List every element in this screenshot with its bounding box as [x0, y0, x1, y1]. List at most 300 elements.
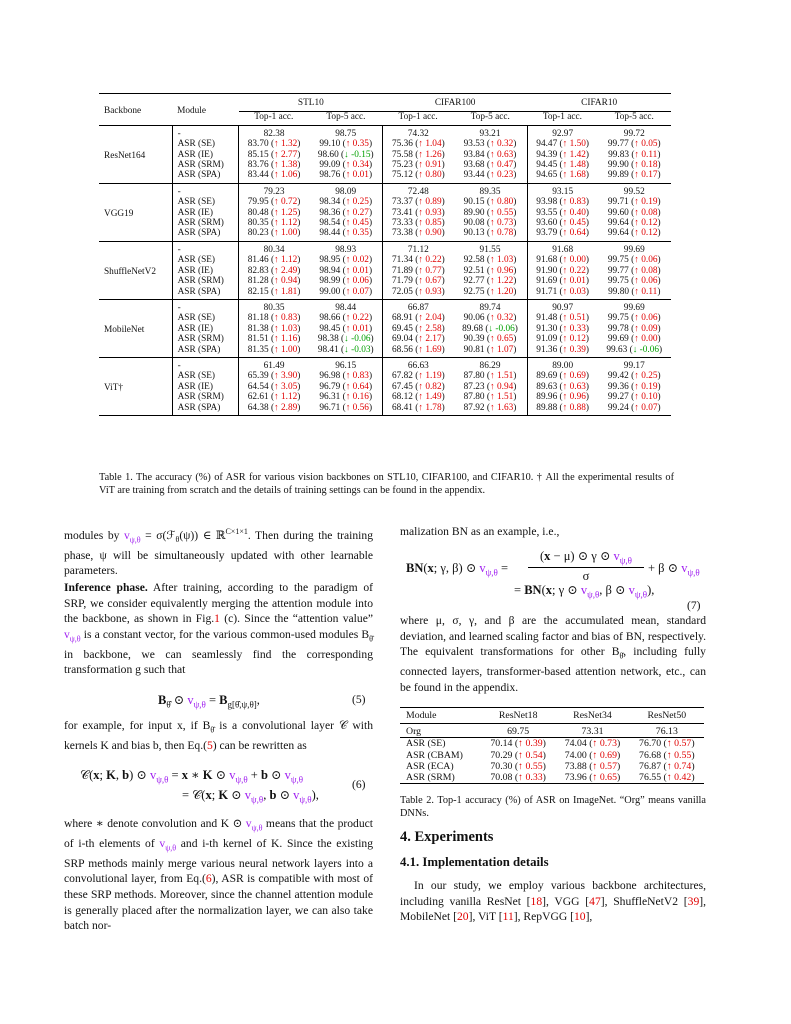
table-cell: 87.23 (↑ 0.94)	[463, 381, 517, 392]
table-row	[99, 324, 671, 334]
increase-delta: ↑ 0.55	[518, 760, 543, 772]
fig-ref[interactable]: 1	[214, 612, 220, 626]
table-row	[99, 334, 671, 344]
table-cell: 98.41 (↓ -0.03)	[317, 344, 374, 355]
increase-delta: ↑ 0.85	[418, 218, 442, 229]
table-cell: 73.38 (↑ 0.90)	[383, 228, 453, 241]
table-cell: 73.96 (↑ 0.65)	[564, 772, 621, 784]
increase-delta: ↑ 0.73	[592, 738, 617, 750]
module-name: -	[172, 125, 239, 139]
module-name: -	[172, 357, 239, 371]
table-1-caption: Table 1. The accuracy (%) of ASR for various vision backbones on STL10, CIFAR100, and CIFAR10. † All the experimental results of ViT are training from scratch and the details of training settings can be found in the appendix.	[99, 472, 674, 496]
table-2-caption: Table 2. Top-1 accuracy (%) of ASR on ImageNet. “Org” means vanilla DNNs.	[400, 795, 706, 819]
module-name: ASR (SE)	[406, 738, 446, 750]
increase-delta: ↑ 0.01	[345, 265, 369, 276]
paragraph: malization BN as an example, i.e.,	[400, 525, 560, 538]
table-cell: 65.39 (↑ 3.90)	[239, 371, 309, 381]
increase-delta: ↑ 0.07	[634, 402, 658, 413]
table-cell: 93.44 (↑ 0.23)	[463, 170, 517, 181]
increase-delta: ↑ 2.17	[418, 334, 442, 345]
increase-delta: ↑ 0.19	[634, 381, 658, 392]
increase-delta: ↑ 0.45	[345, 218, 369, 229]
backbone-group	[99, 299, 671, 357]
increase-delta: ↑ 0.07	[345, 286, 369, 297]
increase-delta: ↑ 0.63	[490, 149, 514, 160]
increase-delta: ↑ 0.01	[345, 170, 369, 181]
table-cell: 99.69 (↑ 0.00)	[607, 334, 661, 345]
eq-ref[interactable]: 6	[205, 872, 212, 886]
increase-delta: ↑ 1.51	[490, 371, 514, 382]
table-cell: 91.48 (↑ 0.51)	[527, 313, 597, 323]
increase-delta: ↑ 0.72	[274, 197, 298, 208]
table-row	[99, 197, 671, 207]
increase-delta: ↑ 1.03	[274, 323, 298, 334]
col-dataset: STL10	[297, 98, 324, 108]
module-name: ASR (SPA)	[172, 345, 239, 358]
paragraph: where ∗ denote convolution and K ⊙ $v_{\psi,\theta}$ means that the product of i-th elements of $v_{\psi,\theta}$ and i-th kernel of K. Since the existing SRP methods mainly merge various neural network layers into a convolutional layer, from Eq.(6), ASR is compatible with most of these SRP methods. Moreover, since the channel attention module is generally placed after the normalization layer, we can also take batch nor-	[64, 817, 374, 933]
table-cell: 70.29 (↑ 0.54)	[490, 749, 546, 761]
table-cell: 93.79 (↑ 0.64)	[527, 228, 597, 241]
table-cell: 93.60 (↑ 0.45)	[527, 218, 597, 228]
table-cell: 98.38 (↓ -0.06)	[317, 334, 374, 345]
table-row	[99, 139, 671, 149]
increase-delta: ↑ 0.22	[345, 313, 369, 324]
table-cell: 91.68 (↑ 0.00)	[527, 255, 597, 265]
table-cell: 99.75 (↑ 0.06)	[607, 276, 661, 287]
increase-delta: ↑ 0.40	[562, 207, 586, 218]
table-cell: 83.70 (↑ 1.32)	[239, 139, 309, 149]
increase-delta: ↑ 0.35	[345, 139, 369, 150]
module-name: -	[172, 299, 239, 313]
citation[interactable]: 10	[573, 910, 586, 924]
table-row	[400, 724, 704, 738]
table-cell: 62.61 (↑ 1.12)	[239, 392, 309, 402]
table-cell: 81.28 (↑ 0.94)	[239, 276, 309, 286]
module-name: ASR (IE)	[172, 324, 239, 334]
table-cell: 99.83 (↑ 0.11)	[608, 149, 661, 160]
equation-number: (7)	[687, 599, 701, 612]
increase-delta: ↑ 3.90	[274, 371, 298, 382]
table-cell: 99.36 (↑ 0.19)	[607, 381, 661, 392]
increase-delta: ↑ 0.12	[634, 228, 658, 239]
table-cell: 74.00 (↑ 0.69)	[564, 749, 621, 761]
increase-delta: ↑ 2.89	[274, 402, 298, 413]
increase-delta: ↑ 0.78	[490, 228, 514, 239]
citation[interactable]: 39	[687, 894, 700, 908]
table-2	[400, 707, 704, 784]
increase-delta: ↑ 1.42	[562, 149, 586, 160]
increase-delta: ↑ 0.33	[518, 772, 543, 784]
backbone-name: MobileNet	[104, 324, 145, 335]
backbone-group	[99, 357, 671, 415]
backbone-name: ShuffleNetV2	[104, 266, 156, 277]
increase-delta: ↑ 0.83	[274, 313, 298, 324]
table-cell: 76.55 (↑ 0.42)	[639, 772, 695, 784]
module-name: ASR (SPA)	[172, 228, 239, 241]
increase-delta: ↑ 0.00	[634, 334, 658, 345]
module-name: -	[172, 241, 239, 255]
increase-delta: ↑ 1.25	[274, 207, 298, 218]
increase-delta: ↑ 0.88	[562, 402, 586, 413]
table-row	[99, 170, 671, 183]
table-cell: 93.53 (↑ 0.32)	[463, 139, 517, 150]
table-cell: 94.45 (↑ 1.48)	[527, 160, 597, 170]
increase-delta: ↑ 1.19	[418, 371, 442, 382]
increase-delta: ↑ 0.32	[490, 139, 514, 150]
increase-delta: ↑ 0.47	[490, 160, 514, 171]
col-subheader: Top-1 acc.	[239, 112, 309, 125]
increase-delta: ↑ 1.81	[274, 286, 298, 297]
module-name: ASR (SPA)	[172, 287, 239, 300]
table-cell: 72.48	[383, 183, 453, 197]
table-cell: 91.69 (↑ 0.01)	[527, 276, 597, 286]
paragraph: In our study, we employ various backbone architectures, including vanilla ResNet [18], VGG [47], ShuffleNetV2 [39], MobileNet [20], ViT [11], RepVGG [10],	[400, 879, 707, 924]
table-cell: 76.70 (↑ 0.57)	[639, 738, 695, 750]
table-cell: 99.71 (↑ 0.19)	[607, 197, 661, 208]
table-cell: 92.97	[527, 125, 597, 139]
increase-delta: ↑ 1.68	[562, 170, 586, 181]
col-module: Module	[177, 106, 206, 117]
increase-delta: ↑ 1.38	[274, 160, 298, 171]
increase-delta: ↑ 1.20	[490, 286, 514, 297]
decrease-delta: ↓ -0.03	[344, 344, 371, 355]
table-cell: 73.41 (↑ 0.93)	[383, 208, 453, 218]
table-cell: 89.74	[479, 302, 501, 313]
table-cell: 96.79 (↑ 0.64)	[319, 381, 373, 392]
table-cell: 83.76 (↑ 1.38)	[239, 160, 309, 170]
table-cell: 69.45 (↑ 2.58)	[383, 324, 453, 334]
table-cell: 99.77 (↑ 0.08)	[607, 265, 661, 276]
increase-delta: ↑ 0.25	[634, 371, 658, 382]
backbone-name: VGG19	[104, 208, 134, 219]
increase-delta: ↑ 1.03	[490, 255, 514, 266]
increase-delta: ↑ 0.25	[345, 197, 369, 208]
inference-heading: Inference phase.	[64, 581, 148, 594]
table-cell: 91.68	[527, 241, 597, 255]
module-name: ASR (SRM)	[172, 334, 239, 344]
table-cell: 79.23	[239, 183, 309, 197]
increase-delta: ↑ 0.12	[634, 218, 658, 229]
increase-delta: ↑ 2.77	[274, 149, 298, 160]
table-cell: 98.45 (↑ 0.01)	[319, 323, 373, 334]
table-row	[400, 750, 704, 761]
increase-delta: ↑ 0.83	[562, 197, 586, 208]
table-cell: 89.96 (↑ 0.96)	[527, 392, 597, 402]
table-cell: 96.15	[335, 360, 357, 371]
citation[interactable]: 18	[530, 894, 543, 908]
col-subheader: Top-1 acc.	[527, 112, 597, 125]
decrease-delta: ↓ -0.06	[344, 334, 371, 345]
module-name: ASR (CBAM)	[406, 749, 463, 761]
backbone-group	[99, 241, 671, 299]
table-cell: 68.12 (↑ 1.49)	[383, 392, 453, 402]
module-name: ASR (SRM)	[406, 772, 455, 784]
increase-delta: ↑ 0.74	[666, 760, 692, 772]
table-cell: 81.51 (↑ 1.16)	[239, 334, 309, 344]
module-name: Org	[406, 726, 422, 738]
increase-delta: ↑ 2.04	[418, 313, 442, 324]
table-cell: 71.89 (↑ 0.77)	[383, 266, 453, 276]
increase-delta: ↑ 0.02	[345, 255, 369, 266]
table-cell: 98.75	[335, 128, 357, 139]
table-row	[99, 299, 671, 313]
table-cell: 72.05 (↑ 0.93)	[383, 287, 453, 300]
table-cell: 82.83 (↑ 2.49)	[239, 266, 309, 276]
table-row	[99, 218, 671, 228]
table-row	[99, 208, 671, 218]
table-cell: 67.45 (↑ 0.82)	[383, 382, 453, 392]
table-cell: 69.75	[507, 726, 530, 738]
increase-delta: ↑ 0.09	[634, 323, 658, 334]
increase-delta: ↑ 0.11	[634, 286, 658, 297]
table-cell: 99.69	[623, 244, 645, 255]
table-cell: 99.42 (↑ 0.25)	[607, 371, 661, 382]
increase-delta: ↑ 0.18	[634, 160, 658, 171]
table-cell: 99.27 (↑ 0.10)	[607, 392, 661, 403]
table-cell: 75.58 (↑ 1.26)	[383, 150, 453, 160]
increase-delta: ↑ 0.83	[345, 371, 369, 382]
increase-delta: ↑ 0.65	[592, 772, 617, 784]
table-row	[99, 255, 671, 265]
increase-delta: ↑ 1.00	[274, 228, 298, 239]
col-subheader: Top-5 acc.	[453, 112, 527, 125]
table-cell: 94.65 (↑ 1.68)	[527, 170, 597, 183]
col-subheader: Top-1 acc.	[383, 112, 453, 125]
increase-delta: ↑ 0.08	[634, 265, 658, 276]
col-backbone: Backbone	[104, 106, 142, 117]
table-cell: 71.12	[383, 241, 453, 255]
table-cell: 99.09 (↑ 0.34)	[319, 160, 373, 171]
table-cell: 98.94 (↑ 0.01)	[319, 265, 373, 276]
table-cell: 98.36 (↑ 0.27)	[319, 207, 373, 218]
table-cell: 85.15 (↑ 2.77)	[239, 150, 309, 160]
table-cell: 96.71 (↑ 0.56)	[319, 402, 373, 413]
paragraph: where μ, σ, γ, and β are the accumulated mean, standard deviation, and learned scaling factor and bias of BN, respectively. The equivalent transformations for other $B_{\thetâ}$, including fully connected layers, transformer-based attention network, etc., can be found in the appendix.	[400, 614, 706, 694]
table-cell: 90.13 (↑ 0.78)	[463, 228, 517, 239]
increase-delta: ↑ 0.33	[562, 323, 586, 334]
table-cell: 98.44 (↑ 0.35)	[319, 228, 373, 239]
increase-delta: ↑ 0.82	[418, 381, 442, 392]
increase-delta: ↑ 0.27	[345, 207, 369, 218]
table-cell: 93.15	[527, 183, 597, 197]
table-cell: 90.39 (↑ 0.65)	[463, 334, 517, 345]
equation-number: (6)	[352, 778, 366, 791]
table-cell: 93.21	[479, 128, 501, 139]
increase-delta: ↑ 0.22	[562, 265, 586, 276]
module-name: ASR (SRM)	[172, 160, 239, 170]
increase-delta: ↑ 0.64	[345, 381, 369, 392]
table-cell: 86.29	[479, 360, 501, 371]
table-cell: 99.90 (↑ 0.18)	[607, 160, 661, 171]
table-cell: 93.55 (↑ 0.40)	[527, 208, 597, 218]
increase-delta: ↑ 1.16	[274, 334, 298, 345]
table-cell: 90.06 (↑ 0.32)	[463, 313, 517, 324]
table-cell: 87.80 (↑ 1.51)	[463, 371, 517, 382]
table-cell: 99.77 (↑ 0.05)	[607, 139, 661, 150]
increase-delta: ↑ 0.17	[634, 170, 658, 181]
table-row	[99, 183, 671, 197]
table-cell: 70.08 (↑ 0.33)	[490, 772, 546, 784]
table-row	[99, 276, 671, 286]
increase-delta: ↑ 1.06	[274, 170, 298, 181]
table-cell: 99.63 (↓ -0.06)	[606, 344, 663, 355]
table-cell: 82.15 (↑ 1.81)	[239, 287, 309, 300]
table-row	[99, 382, 671, 392]
increase-delta: ↑ 1.48	[562, 160, 586, 171]
increase-delta: ↑ 1.22	[490, 276, 514, 287]
table-cell: 90.15 (↑ 0.80)	[463, 197, 517, 208]
table-cell: 99.64 (↑ 0.12)	[607, 228, 661, 239]
table-1	[99, 93, 671, 416]
table-cell: 83.44 (↑ 1.06)	[239, 170, 309, 183]
increase-delta: ↑ 0.94	[490, 381, 514, 392]
increase-delta: ↑ 2.49	[274, 265, 298, 276]
table-cell: 92.58 (↑ 1.03)	[463, 255, 517, 266]
table-row	[99, 287, 671, 300]
equation-6: 𝒞(x; K, b) ⊙ $v_{\psi,\theta} = x$ ∗ K ⊙ $v_{\psi,\theta} + b$ ⊙ $v_{\psi,\theta}$	[80, 768, 304, 785]
table-cell: 73.88 (↑ 0.57)	[564, 760, 621, 772]
table-cell: 89.69 (↑ 0.69)	[527, 371, 597, 381]
module-name: ASR (IE)	[172, 150, 239, 160]
backbone-name: ResNet164	[104, 150, 146, 161]
table-cell: 90.97	[527, 299, 597, 313]
table-cell: 80.48 (↑ 1.25)	[239, 208, 309, 218]
paragraph: Inference phase. After training, according to the paradigm of SRP, we consider equivalently merging the attention module into the backbone, as shown in Fig.1 (c). Since the “attention value” $v_{\psi,\theta}$ is a constant vector, for the various common-used modules $B_{\thetâ}$ in backbone, we can seamlessly find the corresponding transformation g such that	[64, 581, 374, 677]
table-cell: 71.34 (↑ 0.22)	[383, 255, 453, 265]
increase-delta: ↑ 0.11	[634, 149, 658, 160]
citation[interactable]: 11	[502, 910, 514, 924]
table-cell: 98.99 (↑ 0.06)	[319, 276, 373, 287]
table-cell: 99.64 (↑ 0.12)	[607, 218, 661, 229]
table-cell: 81.35 (↑ 1.00)	[239, 345, 309, 358]
table-cell: 69.04 (↑ 2.17)	[383, 334, 453, 344]
backbone-group	[99, 183, 671, 241]
increase-delta: ↑ 0.03	[562, 286, 586, 297]
increase-delta: ↑ 0.91	[418, 160, 442, 171]
decrease-delta: ↓ -0.15	[344, 149, 371, 160]
citation[interactable]: 47	[589, 894, 601, 908]
table-cell: 92.77 (↑ 1.22)	[463, 276, 517, 287]
table-cell: 81.18 (↑ 0.83)	[239, 313, 309, 323]
table-cell: 98.54 (↑ 0.45)	[319, 218, 373, 229]
table-cell: 87.92 (↑ 1.63)	[463, 402, 517, 413]
increase-delta: ↑ 2.58	[418, 323, 442, 334]
increase-delta: ↑ 0.39	[518, 738, 543, 750]
increase-delta: ↑ 0.06	[634, 276, 658, 287]
table-cell: 73.31	[581, 726, 604, 738]
increase-delta: ↑ 0.55	[666, 749, 692, 761]
decrease-delta: ↓ -0.06	[632, 344, 660, 355]
table-cell: 67.82 (↑ 1.19)	[383, 371, 453, 381]
module-name: ASR (SRM)	[172, 218, 239, 228]
table-cell: 99.17	[623, 360, 645, 371]
paragraph: for example, for input x, if $B_{\thetâ}$ is a convolutional layer 𝒞 with kernels K and bias b, then Eq.(5) can be rewritten as	[64, 719, 373, 752]
increase-delta: ↑ 0.73	[490, 218, 514, 229]
table-cell: 87.80 (↑ 1.51)	[463, 392, 517, 403]
increase-delta: ↑ 0.94	[274, 276, 298, 287]
table-cell: 81.46 (↑ 1.12)	[239, 255, 309, 265]
table-cell: 89.63 (↑ 0.63)	[527, 382, 597, 392]
table-cell: 99.60 (↑ 0.08)	[607, 207, 661, 218]
decrease-delta: ↓ -0.06	[488, 323, 515, 334]
table-cell: 80.34	[239, 241, 309, 255]
table-row	[99, 150, 671, 160]
increase-delta: ↑ 1.49	[418, 392, 442, 403]
table-row	[400, 761, 704, 772]
increase-delta: ↑ 1.50	[562, 139, 586, 150]
module-name: ASR (SE)	[172, 139, 239, 149]
increase-delta: ↑ 0.39	[562, 344, 586, 355]
equation-6-line2: = 𝒞(x; K ⊙ $v_{\psi,\theta}$, b ⊙ $v_{\psi,\theta}$),	[182, 788, 319, 805]
table-cell: 89.90 (↑ 0.55)	[463, 207, 517, 218]
module-name: ASR (SE)	[172, 371, 239, 381]
table-cell: 89.88 (↑ 0.88)	[527, 403, 597, 416]
increase-delta: ↑ 0.06	[345, 276, 369, 287]
increase-delta: ↑ 1.63	[490, 402, 514, 413]
increase-delta: ↑ 0.06	[634, 313, 658, 324]
table-cell: 93.98 (↑ 0.83)	[527, 197, 597, 207]
table-cell: 75.23 (↑ 0.91)	[383, 160, 453, 170]
increase-delta: ↑ 3.05	[274, 381, 298, 392]
table-row	[99, 371, 671, 381]
table-cell: 91.55	[479, 244, 501, 255]
table-cell: 71.79 (↑ 0.67)	[383, 276, 453, 286]
col-header: ResNet18	[498, 710, 538, 721]
table-cell: 92.75 (↑ 1.20)	[463, 286, 517, 297]
increase-delta: ↑ 1.07	[490, 344, 514, 355]
table-cell: 80.23 (↑ 1.00)	[239, 228, 309, 241]
increase-delta: ↑ 0.34	[345, 160, 369, 171]
table-cell: 98.09	[335, 186, 357, 197]
module-name: -	[172, 183, 239, 197]
col-subheader: Top-5 acc.	[309, 112, 383, 125]
col-subheader: Top-5 acc.	[598, 112, 671, 125]
table-cell: 98.44	[335, 302, 357, 313]
paragraph: modules by $v_{\psi,\theta}$ = σ(ℱ$_\theta$(ψ)) ∈ ℝ$^{C\times 1\times 1}$. Then during the training phase, ψ will be simultaneously updated with other learnable parameters.	[64, 527, 374, 578]
section-heading: 4. Experiments	[400, 829, 494, 845]
citation[interactable]: 20	[457, 910, 469, 924]
increase-delta: ↑ 1.32	[274, 139, 298, 150]
module-name: ASR (IE)	[172, 208, 239, 218]
increase-delta: ↑ 0.56	[345, 402, 369, 413]
module-name: ASR (SE)	[172, 197, 239, 207]
table-cell: 68.91 (↑ 2.04)	[383, 313, 453, 323]
table-cell: 99.52	[623, 186, 645, 197]
increase-delta: ↑ 0.05	[634, 139, 658, 150]
module-name: ASR (SRM)	[172, 276, 239, 286]
table-cell: 89.00	[527, 357, 597, 371]
increase-delta: ↑ 0.93	[418, 207, 442, 218]
table-cell: 99.75 (↑ 0.06)	[607, 255, 661, 266]
increase-delta: ↑ 0.01	[562, 276, 586, 287]
table-row	[99, 313, 671, 323]
table-cell: 70.30 (↑ 0.55)	[490, 760, 546, 772]
increase-delta: ↑ 1.12	[274, 392, 298, 403]
math-v-psi: $v_{\psi,\theta}$	[123, 528, 141, 545]
increase-delta: ↑ 0.08	[634, 207, 658, 218]
col-dataset: CIFAR10	[581, 98, 618, 108]
module-name: ASR (SE)	[172, 255, 239, 265]
table-cell: 99.78 (↑ 0.09)	[607, 323, 661, 334]
eq-ref[interactable]: 5	[206, 738, 213, 752]
table-cell: 93.68 (↑ 0.47)	[463, 160, 517, 171]
module-name: ASR (IE)	[172, 266, 239, 276]
table-cell: 75.36 (↑ 1.04)	[383, 139, 453, 149]
table-cell: 89.68 (↓ -0.06)	[462, 323, 518, 334]
increase-delta: ↑ 1.26	[418, 149, 442, 160]
table-row	[99, 403, 671, 416]
equation-5: $B_{\thetâ}$ ⊙ $v_{\psi,\theta} = B_{g[\thetâ,\psi,\theta]}$,	[158, 693, 260, 710]
